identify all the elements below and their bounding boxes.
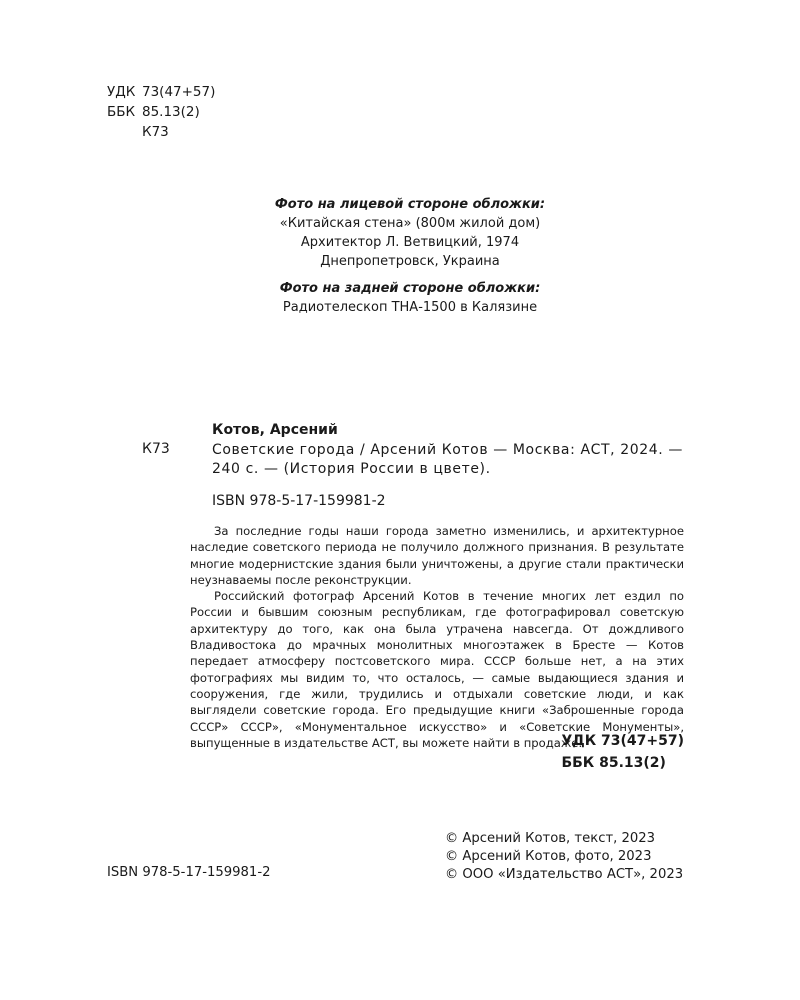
copyright-line: © ООО «Издательство АСТ», 2023: [445, 867, 684, 882]
bibliographic-description: [212, 441, 683, 479]
copyright-line: © Арсений Котов, текст, 2023: [445, 831, 656, 846]
bbk-code: ББК 85.13(2): [561, 755, 666, 771]
udk-value: 73(47+57): [142, 84, 216, 100]
cover-photo-credits: [220, 195, 600, 317]
bib-author-mark: К73: [142, 441, 170, 457]
annotation-paragraph: Российский фотограф Арсений Котов в течение многих лет ездил по России и бывшим союзным республикам, где фотографировал советскую архитектуру до того, как она была утрачена навсегда. От дождливого Владивостока до мрачных монолитных многоэтажек в Бресте — Котов передает атмосферу постсоветского мира. СССР больше нет, а на этих фотографиях мы видим то, что осталось, — самые выдающиеся здания и сооружения, где жили, трудились и отдыхали советские люди, и как выглядели советские города. Его предыдущие книги «Заброшенные города СССР» СССР», «Монументальное искусство» и «Советские Монументы», выпущенные в издательстве АСТ, вы можете найти в продаже.: [190, 589, 684, 750]
front-cover-line: Архитектор Л. Ветвицкий, 1974: [300, 235, 520, 250]
udk-row: [107, 82, 215, 102]
back-cover-line: Радиотелескоп ТНА-1500 в Калязине: [282, 300, 538, 315]
annotation: [190, 523, 684, 751]
author-mark: К73: [142, 124, 169, 140]
udk-label: УДК: [107, 84, 136, 100]
udk-code: УДК 73(47+57): [561, 733, 684, 749]
bib-isbn: ISBN 978-5-17-159981-2: [212, 493, 386, 509]
bbk-row: [107, 102, 215, 122]
author-name: Котов, Арсений: [212, 422, 338, 438]
back-cover-heading: Фото на задней стороне обложки:: [279, 281, 541, 296]
codes-block: [561, 730, 684, 774]
bbk-value: 85.13(2): [142, 104, 200, 120]
front-cover-line: «Китайская стена» (800м жилой дом): [279, 216, 541, 231]
front-cover-line: Днепропетровск, Украина: [320, 254, 500, 269]
bbk-label: ББК: [107, 104, 136, 120]
front-cover-heading: Фото на лицевой стороне обложки:: [274, 197, 546, 212]
classification-block: [107, 82, 215, 142]
bib-line: 240 с. — (История России в цвете).: [212, 461, 491, 477]
copyright-block: [445, 830, 683, 884]
copyright-line: © Арсений Котов, фото, 2023: [445, 849, 652, 864]
bib-line: Советские города / Арсений Котов — Москва: АСТ, 2024. —: [212, 442, 684, 458]
annotation-paragraph: За последние годы наши города заметно изменились, и архитектурное наследие советского периода не получило должного признания. В результате многие модернистские здания были уничтожены, а другие стали практически неузнаваемы после реконструкции.: [190, 524, 684, 587]
footer-isbn: ISBN 978-5-17-159981-2: [107, 865, 271, 880]
